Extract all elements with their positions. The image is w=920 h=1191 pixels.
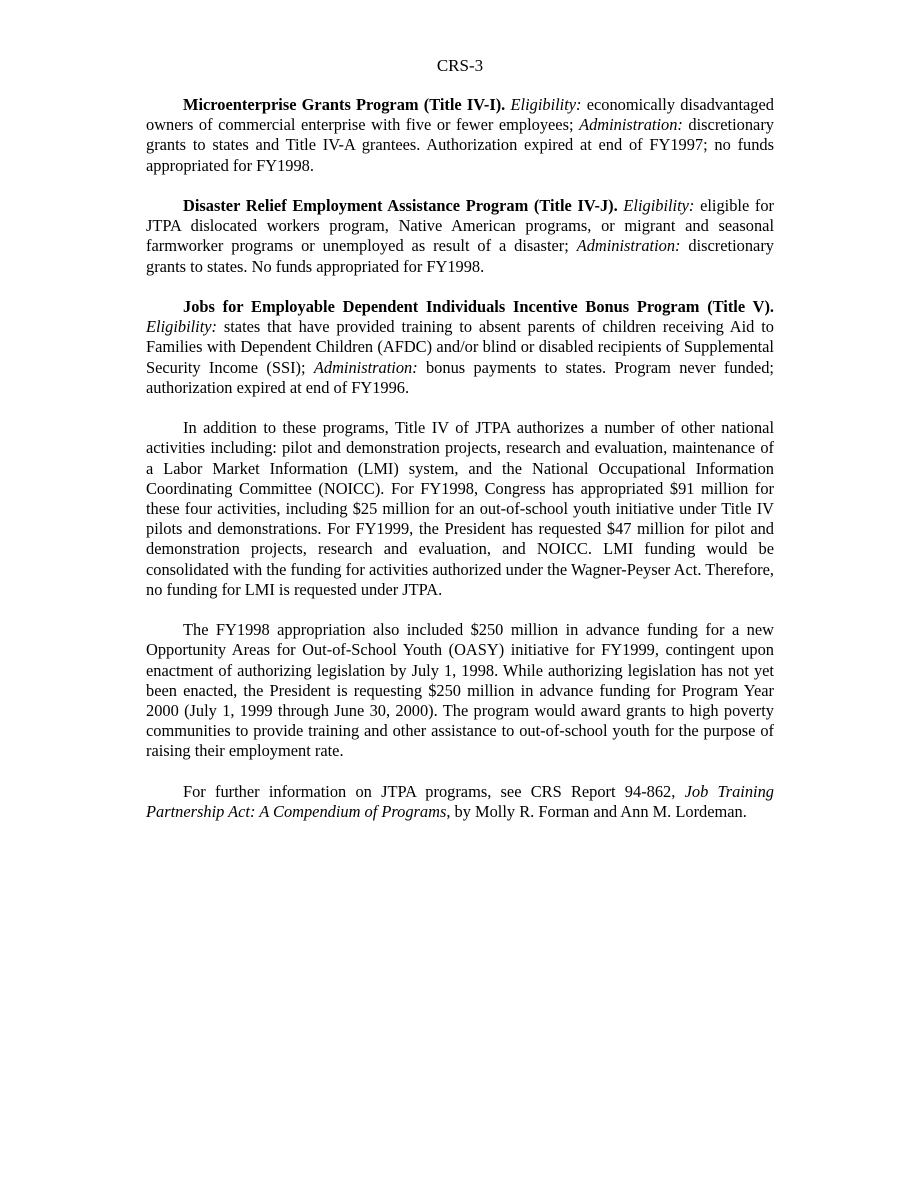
program-title: Microenterprise Grants Program (Title IV-I). (183, 95, 506, 114)
paragraph-further-information (146, 782, 774, 822)
administration-text: discretionary grants to states. No funds appropriated for FY1998. (146, 236, 774, 276)
paragraph-oasy-appropriation: The FY1998 appropriation also included $250 million in advance funding for a new Opportunity Areas for Out-of-School Youth (OASY) initiative for FY1999, contingent upon enactment of authorizing legislation by July 1, 1998. While authorizing legislation has not yet been enacted, the President is requesting $250 million in advance funding for Program Year 2000 (July 1, 1999 through June 30, 2000). The program would award grants to high poverty communities to provide training and other assistance to out-of-school youth for the purpose of raising their employment rate. (146, 620, 774, 761)
administration-label: Administration: (579, 115, 683, 135)
program-title: Disaster Relief Employment Assistance Program (Title IV-J). (183, 196, 618, 215)
eligibility-text: economically disadvantaged owners of commercial enterprise with five or fewer employees; (146, 95, 774, 135)
eligibility-label: Eligibility: (623, 196, 695, 215)
eligibility-label: Eligibility: (146, 317, 218, 337)
paragraph-national-activities: In addition to these programs, Title IV of JTPA authorizes a number of other national activities including: pilot and demonstration projects, research and evaluation, maintenance of a Labor Market Information (LMI) system, and the National Occupational Information Coordinating Committee (NOICC). For FY1998, Congress has appropriated $91 million for these four activities, including $25 million for an out-of-school youth initiative under Title IV pilots and demonstrations. For FY1999, the President has requested $47 million for pilot and demonstration projects, research and evaluation, and NOICC. LMI funding would be consolidated with the funding for activities authorized under the Wagner-Peyser Act. Therefore, no funding for LMI is requested under JTPA. (146, 418, 774, 599)
reference-authors: , by Molly R. Forman and Ann M. Lordeman. (446, 802, 747, 822)
eligibility-text: states that have provided training to absent parents of children receiving Aid to Families with Dependent Children (AFDC) and/or blind or disabled recipients of Supplemental Security Income (SSI); (146, 317, 774, 377)
report-title: Job Training Partnership Act: A Compendium of Programs (146, 781, 774, 822)
paragraph-jobs-incentive-bonus (146, 297, 774, 398)
program-title: Jobs for Employable Dependent Individuals Incentive Bonus Program (Title V). (183, 297, 774, 316)
administration-text: bonus payments to states. Program never funded; authorization expired at end of FY1996. (146, 357, 774, 397)
page-number: CRS-3 (436, 56, 484, 75)
paragraph-disaster-relief (146, 196, 774, 277)
eligibility-text: eligible for JTPA dislocated workers program, Native American programs, or migrant and seasonal farmworker programs or unemployed as result of a disaster; (146, 196, 774, 256)
paragraph-microenterprise-grants (146, 95, 774, 176)
document-body (146, 95, 774, 842)
administration-text: discretionary grants to states and Title IV-A grantees. Authorization expired at end of FY1997; no funds appropriated for FY1998. (146, 115, 774, 175)
eligibility-label: Eligibility: (510, 95, 582, 114)
administration-label: Administration: (313, 357, 418, 377)
reference-lead-text: For further information on JTPA programs, see CRS Report 94-862, (183, 781, 676, 801)
administration-label: Administration: (576, 236, 681, 256)
